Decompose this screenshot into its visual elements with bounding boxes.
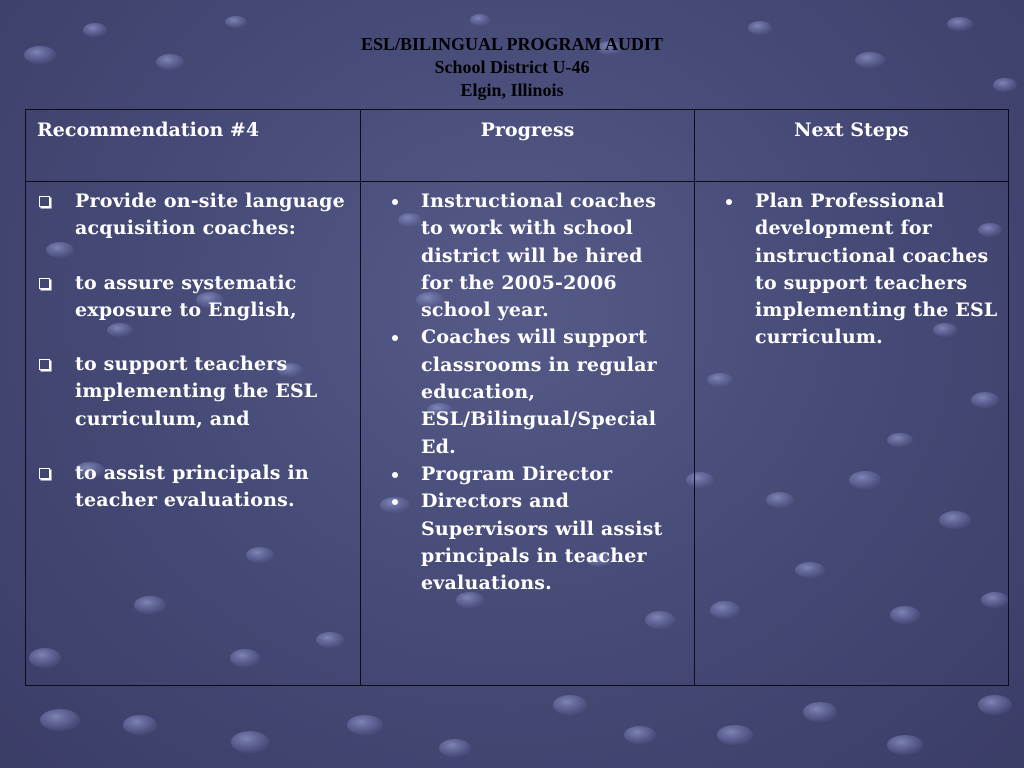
- progress-text: Instructional coaches to work with school district will be hired for the 2005-2006 school year.: [421, 190, 657, 322]
- slide-title-block: [0, 33, 1024, 102]
- table-header-row: [26, 110, 1009, 182]
- header-progress: Progress: [361, 110, 695, 182]
- header-next-steps: Next Steps: [695, 110, 1009, 182]
- table-row: [26, 182, 1009, 686]
- list-item: [36, 270, 350, 325]
- round-bullet-icon: [726, 199, 732, 205]
- recommendation-text: to assist principals in teacher evaluations.: [75, 462, 309, 512]
- checkbox-square-icon: [39, 468, 50, 479]
- list-item: [36, 460, 350, 515]
- checkbox-square-icon: [39, 196, 50, 207]
- round-bullet-icon: [392, 199, 398, 205]
- list-item: [36, 188, 350, 243]
- recommendation-cell: [26, 182, 361, 686]
- list-item: [421, 461, 680, 488]
- progress-list: [361, 182, 694, 597]
- checkbox-square-icon: [39, 359, 50, 370]
- audit-table: [25, 109, 1009, 686]
- round-bullet-icon: [392, 335, 398, 341]
- list-item: [755, 188, 998, 352]
- progress-text: Directors and Supervisors will assist principals in teacher evaluations.: [421, 490, 663, 595]
- slide-subtitle: School District U-46: [434, 57, 590, 77]
- progress-cell: [361, 182, 695, 686]
- list-item: [36, 351, 350, 433]
- list-item: [421, 488, 680, 597]
- round-bullet-icon: [392, 472, 398, 478]
- next-steps-list: [695, 182, 1008, 352]
- recommendation-list: [26, 182, 360, 515]
- progress-text: Program Director: [421, 462, 613, 485]
- round-bullet-icon: [392, 499, 398, 505]
- recommendation-text: to support teachers implementing the ESL curriculum, and: [75, 353, 318, 430]
- recommendation-text: Provide on-site language acquisition coaches:: [75, 190, 345, 240]
- next-steps-cell: [695, 182, 1009, 686]
- list-item: [421, 324, 680, 460]
- slide-location: Elgin, Illinois: [460, 80, 564, 100]
- slide-title: ESL/BILINGUAL PROGRAM AUDIT: [360, 34, 664, 54]
- progress-text: Coaches will support classrooms in regular education, ESL/Bilingual/Special Ed.: [421, 326, 657, 458]
- next-step-text: Plan Professional development for instructional coaches to support teachers implementing the ESL curriculum.: [755, 190, 998, 349]
- list-item: [421, 188, 680, 324]
- recommendation-text: to assure systematic exposure to English,: [75, 271, 297, 321]
- checkbox-square-icon: [39, 278, 50, 289]
- header-recommendation: Recommendation #4: [26, 110, 361, 182]
